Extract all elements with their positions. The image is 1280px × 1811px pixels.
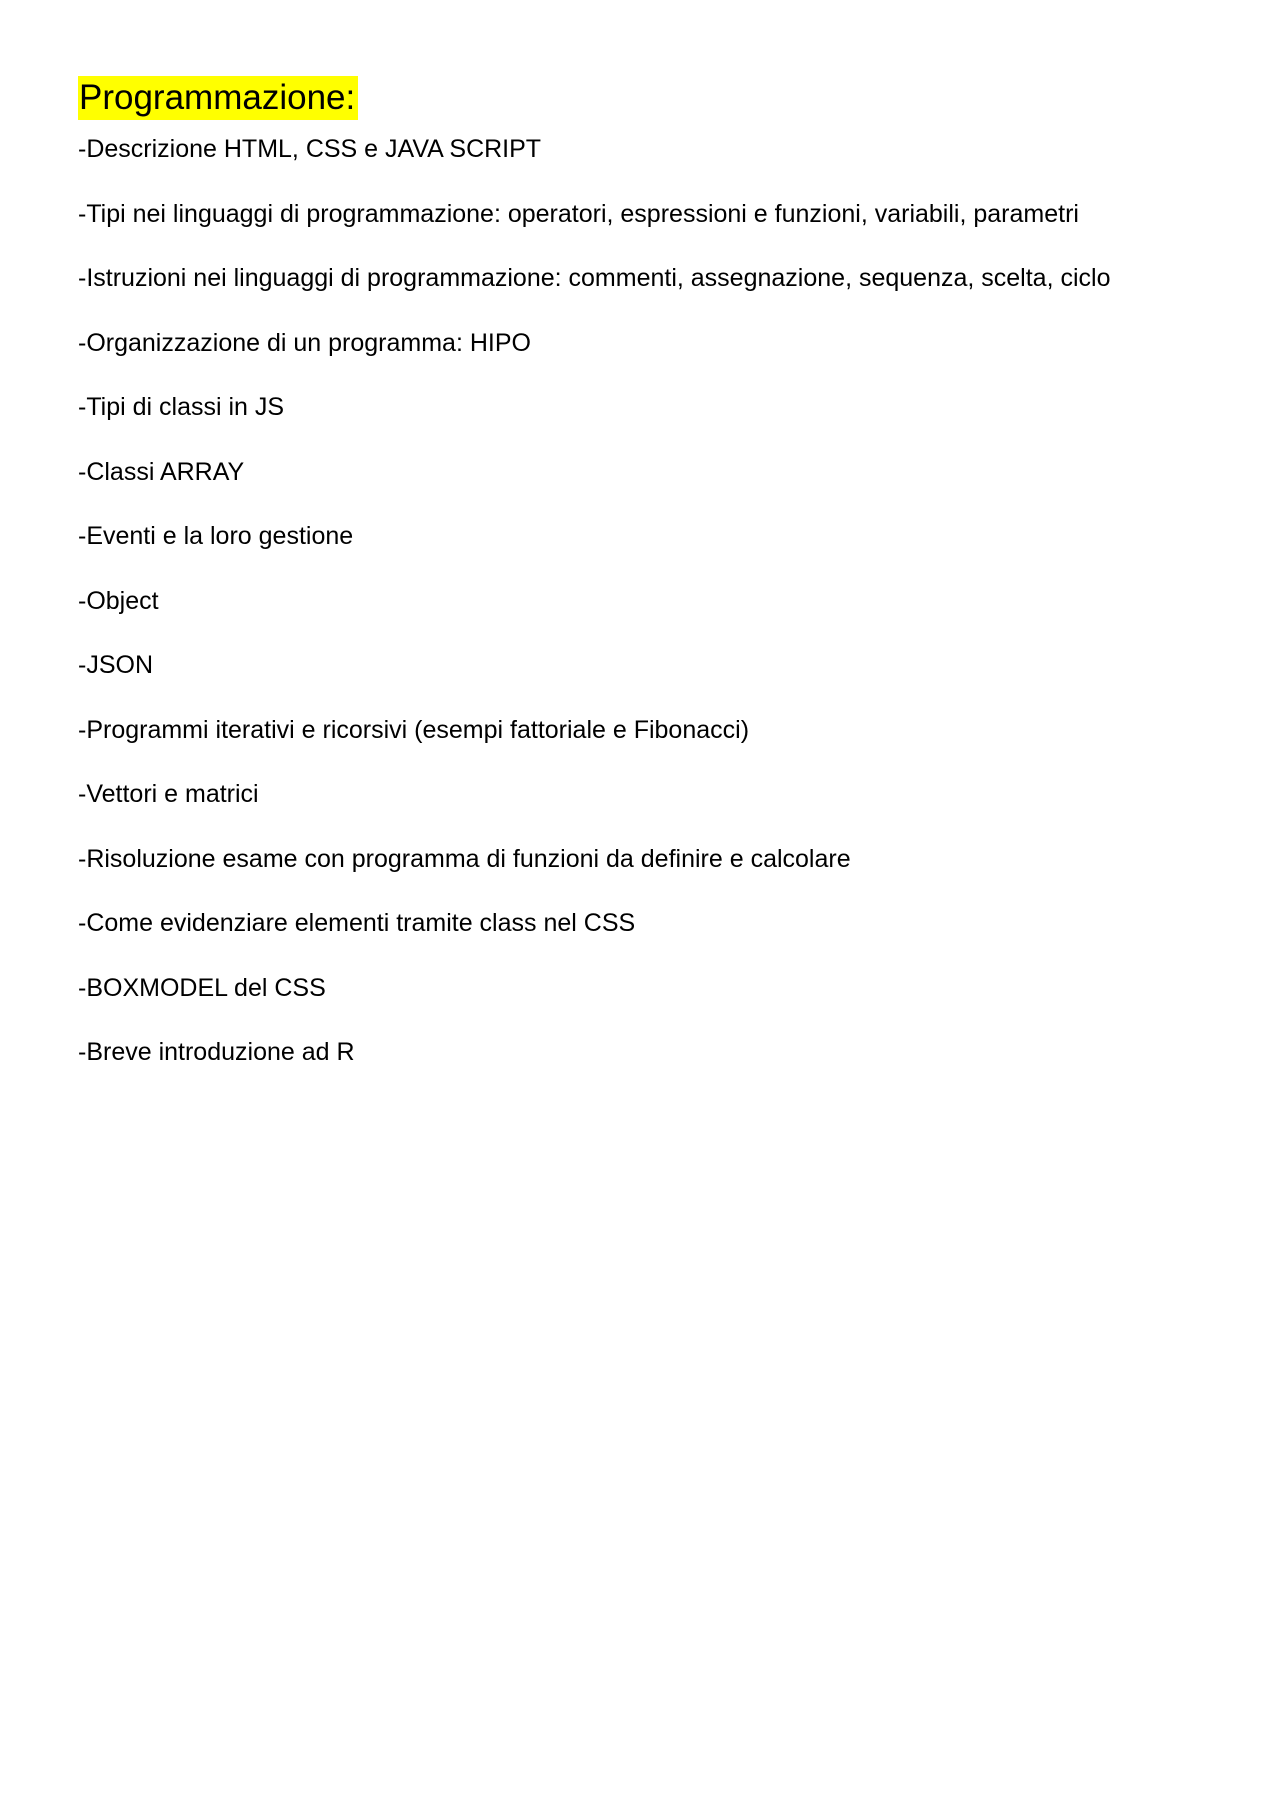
topic-item: -Organizzazione di un programma: HIPO [78, 328, 531, 357]
topic-item: -Tipi nei linguaggi di programmazione: operatori, espressioni e funzioni, variabili, parametri [78, 199, 1079, 228]
topic-item: -Risoluzione esame con programma di funzioni da definire e calcolare [78, 844, 851, 873]
topic-item: -Eventi e la loro gestione [78, 522, 354, 550]
topic-item: -Object [78, 586, 159, 615]
topic-item: -Classi ARRAY [78, 457, 245, 486]
topic-item: -Istruzioni nei linguaggi di programmazione: commenti, assegnazione, sequenza, scelta, ciclo [78, 264, 1111, 292]
topic-list [78, 134, 1280, 1067]
topic-item: -Vettori e matrici [78, 780, 259, 808]
topic-item: -JSON [78, 651, 153, 679]
topic-item: -Breve introduzione ad R [78, 1038, 355, 1066]
topic-item: -Programmi iterativi e ricorsivi (esempi fattoriale e Fibonacci) [78, 715, 750, 744]
topic-item: -Come evidenziare elementi tramite class nel CSS [78, 909, 636, 937]
topic-item: -Descrizione HTML, CSS e JAVA SCRIPT [78, 135, 542, 163]
page-title: Programmazione: [78, 76, 358, 120]
topic-item: -BOXMODEL del CSS [78, 973, 326, 1002]
topic-item: -Tipi di classi in JS [78, 393, 285, 421]
